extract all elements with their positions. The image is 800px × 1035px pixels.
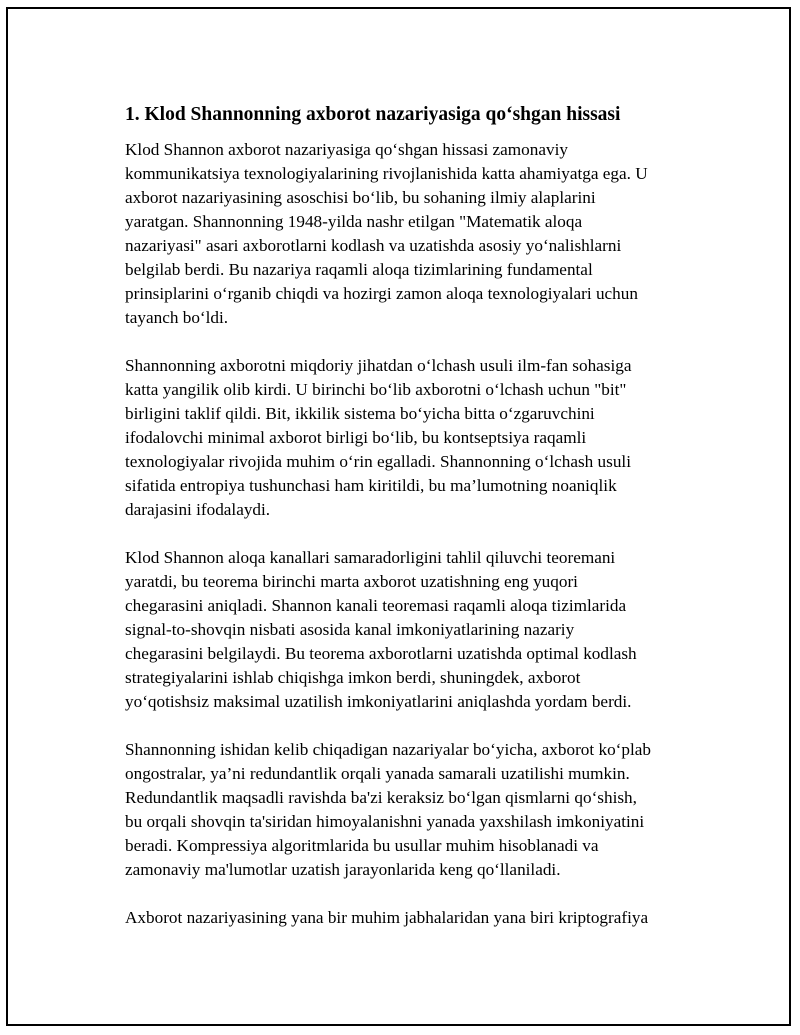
- text-line: texnologiyalar rivojida muhim o‘rin egalladi. Shannonning o‘lchash usuli: [125, 452, 631, 471]
- paragraph-1: [125, 138, 695, 330]
- paragraph-2: [125, 354, 695, 522]
- text-line: yaratdi, bu teorema birinchi marta axborot uzatishning eng yuqori: [125, 572, 578, 591]
- text-line: ifodalovchi minimal axborot birligi bo‘lib, bu kontseptsiya raqamli: [125, 428, 587, 447]
- text-line: chegarasini aniqladi. Shannon kanali teoremasi raqamli aloqa tizimlarida: [125, 596, 627, 615]
- text-line: prinsiplarini o‘rganib chiqdi va hozirgi zamon aloqa texnologiyalari uchun: [125, 284, 638, 303]
- text-line: katta yangilik olib kirdi. U birinchi bo‘lib axborotni o‘lchash uchun "bit": [125, 380, 627, 399]
- text-line: tayanch bo‘ldi.: [125, 308, 229, 327]
- text-line: zamonaviy ma'lumotlar uzatish jarayonlarida keng qo‘llaniladi.: [125, 860, 561, 879]
- text-line: Redundantlik maqsadli ravishda ba'zi keraksiz bo‘lgan qismlarni qo‘shish,: [125, 788, 637, 807]
- text-line: beradi. Kompressiya algoritmlarida bu usullar muhim hisoblanadi va: [125, 836, 599, 855]
- text-line: yaratgan. Shannonning 1948-yilda nashr etilgan "Matematik aloqa: [125, 212, 583, 231]
- text-line: chegarasini belgilaydi. Bu teorema axborotlarni uzatishda optimal kodlash: [125, 644, 637, 663]
- document-body: [125, 101, 695, 954]
- text-line: kommunikatsiya texnologiyalarining rivojlanishida katta ahamiyatga ega. U: [125, 164, 648, 183]
- paragraph-3: [125, 546, 695, 714]
- text-line: darajasini ifodalaydi.: [125, 500, 271, 519]
- text-line: Axborot nazariyasining yana bir muhim jabhalaridan yana biri kriptografiya: [125, 908, 649, 927]
- text-line: Klod Shannon axborot nazariyasiga qo‘shgan hissasi zamonaviy: [125, 140, 568, 159]
- text-line: yo‘qotishsiz maksimal uzatilish imkoniyatlarini aniqlashda yordam berdi.: [125, 692, 632, 711]
- text-line: strategiyalarini ishlab chiqishga imkon berdi, shuningdek, axborot: [125, 668, 581, 687]
- text-line: signal-to-shovqin nisbati asosida kanal imkoniyatlarining nazariy: [125, 620, 575, 639]
- text-line: belgilab berdi. Bu nazariya raqamli aloqa tizimlarining fundamental: [125, 260, 593, 279]
- text-line: bu orqali shovqin ta'siridan himoyalanishni yanada yaxshilash imkoniyatini: [125, 812, 645, 831]
- text-line: Shannonning axborotni miqdoriy jihatdan o‘lchash usuli ilm-fan sohasiga: [125, 356, 632, 375]
- text-line: ongostralar, ya’ni redundantlik orqali yanada samarali uzatilishi mumkin.: [125, 764, 630, 783]
- text-line: Shannonning ishidan kelib chiqadigan nazariyalar bo‘yicha, axborot ko‘plab: [125, 740, 651, 759]
- section-heading: 1. Klod Shannonning axborot nazariyasiga qo‘shgan hissasi: [125, 104, 621, 125]
- text-line: birligini taklif qildi. Bit, ikkilik sistema bo‘yicha bitta o‘zgaruvchini: [125, 404, 595, 423]
- text-line: nazariyasi" asari axborotlarni kodlash va uzatishda asosiy yo‘nalishlarni: [125, 236, 622, 255]
- text-line: Klod Shannon aloqa kanallari samaradorligini tahlil qiluvchi teoremani: [125, 548, 616, 567]
- text-line: axborot nazariyasining asoschisi bo‘lib, bu sohaning ilmiy alaplarini: [125, 188, 596, 207]
- page-frame: [6, 7, 791, 1026]
- text-line: sifatida entropiya tushunchasi ham kiritildi, bu ma’lumotning noaniqlik: [125, 476, 617, 495]
- paragraph-5: [125, 906, 695, 930]
- paragraph-4: [125, 738, 695, 882]
